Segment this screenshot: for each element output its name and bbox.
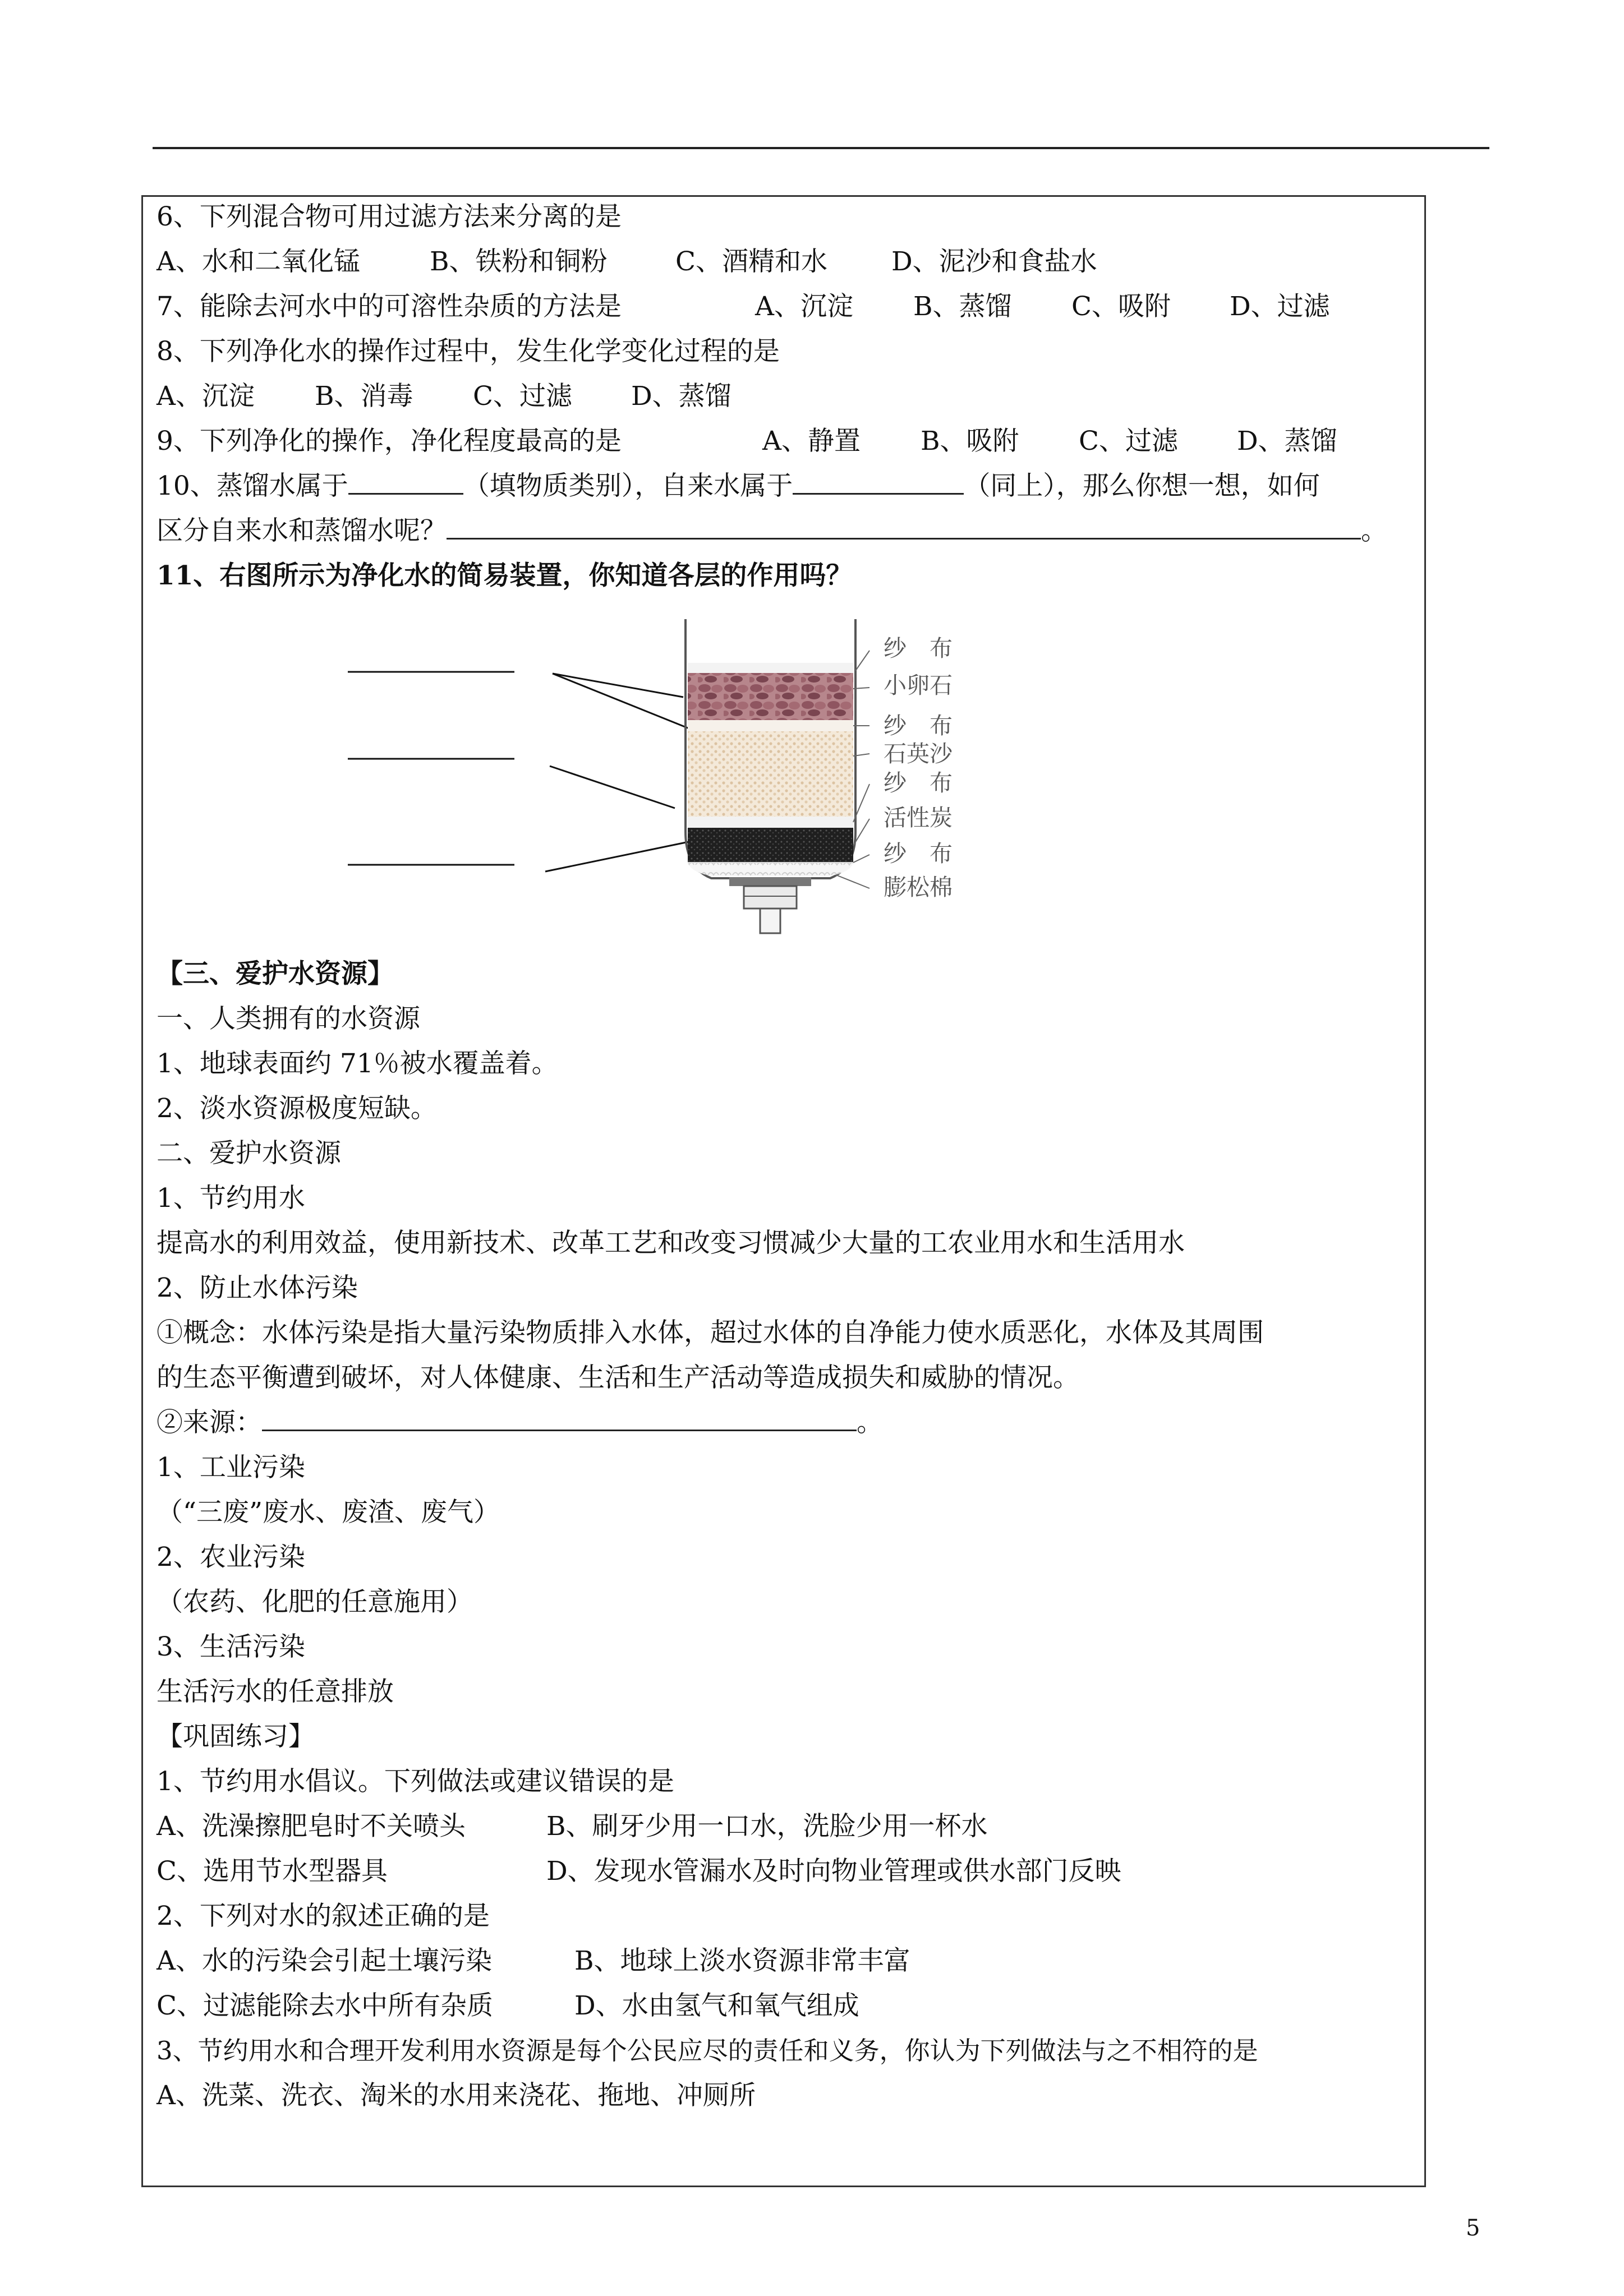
header-rule	[153, 147, 1489, 149]
gauze-layer	[688, 720, 853, 731]
q6-option-b: B、铁粉和铜粉	[430, 246, 608, 277]
q10-end: 。	[1361, 515, 1387, 546]
outlet-body	[744, 886, 797, 909]
text-line: 二、爱护水资源	[157, 1138, 341, 1169]
q6-option-c: C、酒精和水	[675, 246, 827, 277]
label-gauze: 纱 布	[884, 840, 953, 867]
text-line: ①概念：水体污染是指大量污染物质排入水体，超过水体的自净能力使水质恶化，水体及其周围	[157, 1317, 1264, 1348]
label-activated-carbon: 活性炭	[884, 804, 953, 831]
text-line: 提高水的利用效益，使用新技术、改革工艺和改变习惯减少大量的工农业用水和生活用水	[157, 1228, 1185, 1258]
pebble-layer	[688, 673, 853, 720]
q7-option-a: A、沉淀	[755, 291, 853, 322]
q8-option-b: B、消毒	[315, 381, 413, 412]
label-gauze: 纱 布	[884, 635, 953, 662]
q9-option-a: A、静置	[762, 426, 861, 457]
label-gauze: 纱 布	[884, 769, 953, 796]
q8-option-d: D、蒸馏	[631, 381, 732, 412]
text-line: 2、防止水体污染	[157, 1273, 358, 1303]
practice-q2-option-b: B、地球上淡水资源非常丰富	[574, 1945, 910, 1976]
q9-option-d: D、蒸馏	[1237, 426, 1337, 457]
practice-q1-stem: 1、节约用水倡议。下列做法或建议错误的是	[157, 1766, 674, 1797]
q7-stem: 7、能除去河水中的可溶性杂质的方法是	[157, 291, 622, 322]
gauze-layer	[688, 663, 853, 673]
source-blank[interactable]	[262, 1406, 857, 1431]
q8-stem: 8、下列净化水的操作过程中，发生化学变化过程的是	[157, 336, 780, 367]
text-line: 的生态平衡遭到破坏，对人体健康、生活和生产活动等造成损失和威胁的情况。	[157, 1362, 1079, 1393]
outlet-spout	[760, 909, 780, 933]
practice-q2-option-c: C、过滤能除去水中所有杂质	[157, 1990, 493, 2021]
q9	[157, 425, 1337, 458]
page-number: 5	[1466, 2215, 1480, 2241]
practice-q2-option-a: A、水的污染会引起土壤污染	[157, 1945, 492, 1976]
practice-heading: 【巩固练习】	[157, 1721, 315, 1752]
q6-stem: 6、下列混合物可用过滤方法来分离的是	[157, 201, 622, 232]
practice-q3-stem: 3、节约用水和合理开发利用水资源是每个公民应尽的责任和义务，你认为下列做法与之不相符的是	[157, 2036, 1258, 2066]
practice-q2-option-d: D、水由氢气和氧气组成	[574, 1990, 859, 2021]
pointer-line	[545, 839, 702, 872]
q9-option-c: C、过滤	[1079, 426, 1178, 457]
q10-blank-1[interactable]	[348, 469, 463, 495]
q6-option-d: D、泥沙和食盐水	[891, 246, 1097, 277]
q7-option-b: B、蒸馏	[913, 291, 1012, 322]
practice-q1-option-b: B、刷牙少用一口水，洗脸少用一杯水	[546, 1811, 988, 1842]
text-line: 2、淡水资源极度短缺。	[157, 1093, 437, 1124]
q7-option-c: C、吸附	[1071, 291, 1171, 322]
q6-option-a: A、水和二氧化锰	[157, 246, 360, 277]
source-label: ②来源：	[157, 1407, 262, 1438]
label-quartz-sand: 石英沙	[884, 740, 953, 767]
label-gauze: 纱 布	[884, 712, 953, 739]
source-end: 。	[857, 1407, 883, 1438]
q7	[157, 290, 1330, 324]
water-filter-figure	[337, 616, 1010, 942]
q8-option-c: C、过滤	[473, 381, 572, 412]
text-line: 3、生活污染	[157, 1631, 305, 1662]
text-line: 1、节约用水	[157, 1183, 305, 1214]
source-line	[157, 1406, 883, 1440]
gauze-layer	[688, 817, 853, 828]
q10-part4: 区分自来水和蒸馏水呢？	[157, 515, 447, 546]
label-pebbles: 小卵石	[884, 672, 953, 699]
q9-option-b: B、吸附	[921, 426, 1019, 457]
practice-q1-option-d: D、发现水管漏水及时向物业管理或供水部门反映	[546, 1856, 1121, 1887]
practice-q2-stem: 2、下列对水的叙述正确的是	[157, 1901, 490, 1931]
practice-q1-option-c: C、选用节水型器具	[157, 1856, 388, 1887]
text-line: 2、农业污染	[157, 1542, 305, 1573]
pointer-line	[550, 766, 675, 808]
text-line: （“三废”废水、废渣、废气）	[157, 1497, 500, 1528]
text-line: 1、地球表面约 71％被水覆盖着。	[157, 1048, 558, 1079]
label-cotton: 膨松棉	[884, 874, 953, 901]
cotton-layer	[688, 863, 853, 876]
outlet-cap	[729, 877, 811, 886]
q10-line2	[157, 514, 1387, 548]
practice-q1-option-a: A、洗澡擦肥皂时不关喷头	[157, 1811, 466, 1842]
q10-part1: 10、蒸馏水属于	[157, 471, 348, 501]
q10-line1	[157, 469, 1320, 503]
text-line: 生活污水的任意排放	[157, 1676, 394, 1707]
activated-carbon-layer	[688, 828, 853, 863]
q10-part3: （同上），那么你想一想，如何	[964, 471, 1320, 501]
q10-part2: （填物质类别），自来水属于	[463, 471, 793, 501]
text-line: （农药、化肥的任意施用）	[157, 1587, 473, 1617]
q10-blank-3[interactable]	[447, 514, 1361, 540]
practice-q3-option-a: A、洗菜、洗衣、淘米的水用来浇花、拖地、冲厕所	[157, 2080, 756, 2111]
q8-option-a: A、沉淀	[157, 381, 255, 412]
section-heading: 【三、爱护水资源】	[157, 958, 394, 989]
q10-blank-2[interactable]	[793, 469, 964, 495]
pointer-line	[553, 674, 683, 697]
q11-stem: 11、右图所示为净化水的简易装置，你知道各层的作用吗？	[157, 560, 853, 591]
quartz-sand-layer	[688, 731, 853, 817]
text-line: 一、人类拥有的水资源	[157, 1003, 420, 1034]
text-line: 1、工业污染	[157, 1452, 305, 1483]
q7-option-d: D、过滤	[1230, 291, 1330, 322]
q9-stem: 9、下列净化的操作，净化程度最高的是	[157, 426, 622, 457]
